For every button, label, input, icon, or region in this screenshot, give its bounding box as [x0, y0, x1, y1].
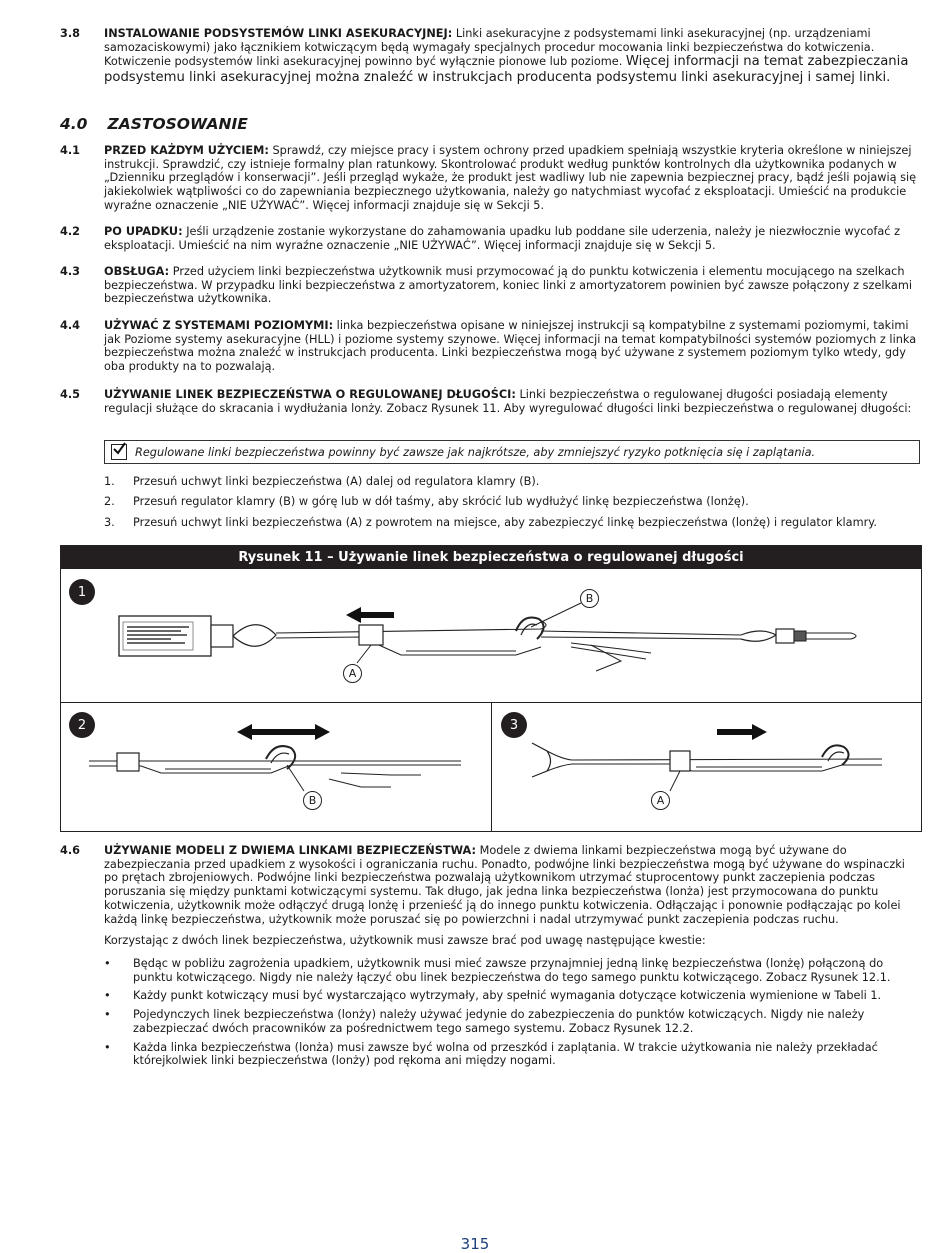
- section-body: [104, 265, 922, 306]
- buckle-adjust-illustration: [61, 703, 491, 831]
- figure-panel-3: [491, 702, 922, 831]
- steps-list: [104, 475, 877, 536]
- figure-panel-2: [61, 702, 491, 831]
- section-number: 4.2: [60, 225, 81, 238]
- bullet-text: Pojedynczych linek bezpieczeństwa (lonży) należy używać jedynie do zabezpieczenia do punktów kotwiczących. Nigdy nie należy zabezpieczać dwóch pracowników za pośrednictwem tego samego systemu. Zobacz Rysunek 12.2.: [133, 1008, 865, 1035]
- figure-panel-1: [61, 569, 921, 702]
- section-body: [104, 319, 922, 374]
- step-badge: 1: [69, 579, 95, 605]
- step-number: 1.: [104, 475, 115, 488]
- section-title: INSTALOWANIE PODSYSTEMÓW LINKI ASEKURACYJNEJ:: [104, 27, 453, 40]
- callout-b: B: [580, 589, 599, 608]
- section-4-1: [60, 144, 922, 213]
- bullet-icon: •: [104, 957, 111, 970]
- section-text: Przed użyciem linki bezpieczeństwa użytkownik musi przymocować ją do punktu kotwiczenia i elementu mocującego na szelkach bezpieczeństwa. W przypadku linki bezpieczeństwa z amortyzatorem, koniec linki z amortyzatorem powinien być zawsze połączony z szelkami bezpieczeństwa użytkownika.: [104, 265, 912, 306]
- section-number: 4.3: [60, 265, 81, 278]
- bullet-text: Każda linka bezpieczeństwa (lonża) musi zawsze być wolna od przeszkód i zaplątania. W trakcie użytkowania nie należy przekładać którejkolwiek linki bezpieczeństwa (lonży) pod rękoma ani między nogami.: [133, 1040, 878, 1068]
- note-text: Regulowane linki bezpieczeństwa powinny być zawsze jak najkrótsze, aby zmniejszyć ryzyko potknięcia się i zaplątania.: [135, 445, 816, 459]
- list-item: [104, 1041, 924, 1068]
- bullet-text: Każdy punkt kotwiczący musi być wystarczająco wytrzymały, aby spełnić wymagania dotyczące kotwiczenia wymienione w Tabeli 1.: [133, 989, 882, 1003]
- section-3-8: [60, 27, 922, 86]
- step-number: 2.: [104, 495, 115, 509]
- lanyard-illustration: [61, 569, 921, 702]
- section-title: UŻYWANIE LINEK BEZPIECZEŃSTWA O REGULOWANEJ DŁUGOŚCI:: [104, 388, 516, 401]
- bullet-text: Będąc w pobliżu zagrożenia upadkiem, użytkownik musi mieć zawsze przynajmniej jedną linkę bezpieczeństwa (lonżę) połączoną do punktu kotwiczącego. Nigdy nie należy łączyć obu linek bezpieczeństwa do tego samego punktu kotwiczącego. Zobacz Rysunek 12.1.: [133, 957, 891, 984]
- chapter-title: ZASTOSOWANIE: [107, 115, 248, 133]
- section-title: PO UPADKU:: [104, 225, 183, 238]
- list-item: [104, 495, 877, 515]
- section-number: 4.5: [60, 388, 81, 401]
- callout-a: A: [343, 664, 362, 683]
- list-item: [104, 516, 877, 536]
- step-text: Przesuń regulator klamry (B) w górę lub w dół taśmy, aby skrócić lub wydłużyć linkę bezpieczeństwa (lonżę).: [133, 495, 749, 509]
- section-body: [104, 144, 922, 213]
- section-4-3: [60, 265, 922, 306]
- list-item: [104, 1008, 924, 1035]
- section-body: [104, 388, 922, 415]
- step-number: 3.: [104, 515, 115, 529]
- bullet-list: [104, 957, 924, 1073]
- section-intro: Korzystając z dwóch linek bezpieczeństwa, użytkownik musi zawsze brać pod uwagę następujące kwestie:: [104, 934, 706, 948]
- list-item: [104, 989, 924, 1003]
- figure-title: Rysunek 11 – Używanie linek bezpieczeństwa o regulowanej długości: [61, 546, 921, 569]
- section-text: linka bezpieczeństwa opisane w niniejszej instrukcji są kompatybilne z systemami poziomymi, takimi jak Poziome systemy asekuracyjne (HLL) i poziome systemy szynowe. Więcej informacji na temat kompatybilności systemów poziomych z linka bezpieczeństwa można znaleźć w instrukcjach producenta. Linki bezpieczeństwa mogą być używane z systemem poziomym tylko wtedy, gdy oba produkty na to pozwalają.: [104, 319, 917, 374]
- list-item: [104, 475, 877, 495]
- section-title: UŻYWANIE MODELI Z DWIEMA LINKAMI BEZPIECZEŃSTWA:: [104, 844, 476, 857]
- page-number: 315: [460, 1235, 490, 1253]
- section-title: UŻYWAĆ Z SYSTEMAMI POZIOMYMI:: [104, 319, 334, 332]
- section-title: OBSŁUGA:: [104, 265, 170, 278]
- section-4-6: [60, 844, 922, 948]
- section-body: [104, 27, 922, 86]
- section-text: Modele z dwiema linkami bezpieczeństwa mogą być używane do zabezpieczania przed upadkiem z wysokości i ograniczania ruchu. Ponadto, podwójne linki bezpieczeństwa mogą być używane do wspinaczki po prętach zbrojeniowych. Podwójne linki bezpieczeństwa pozwalają użytkownikom utrzymać stuprocentowy punkt zaczepienia podczas poruszania się między punktami kotwiczącymi systemu. Tak długo, jak jedna linka bezpieczeństwa (lonża) jest przymocowana do punktu kotwiczenia, użytkownik może odłączyć drugą lonżę i przenieść ją do innego punktu kotwiczenia. Odłączając i ponownie podłączając po kolei każdą linkę bezpieczeństwa, użytkownik może poruszać się po powierzchni i nadal utrzymywać punkt zaczepienia podczas ruchu.: [104, 844, 905, 926]
- callout-b: B: [303, 791, 322, 810]
- section-number: 4.4: [60, 319, 81, 332]
- step-text: Przesuń uchwyt linki bezpieczeństwa (A) dalej od regulatora klamry (B).: [133, 475, 540, 488]
- step-badge: 2: [69, 712, 95, 738]
- section-number: 4.1: [60, 144, 81, 157]
- section-4-4: [60, 319, 922, 374]
- section-title: PRZED KAŻDYM UŻYCIEM:: [104, 144, 269, 157]
- bullet-icon: •: [104, 989, 111, 1003]
- callout-a: A: [651, 791, 670, 810]
- section-body: [104, 844, 922, 926]
- step-text: Przesuń uchwyt linki bezpieczeństwa (A) z powrotem na miejsce, aby zabezpieczyć linkę bezpieczeństwa (lonżę) i regulator klamry.: [133, 515, 877, 529]
- note-box: [104, 440, 920, 464]
- sleeve-reset-illustration: [492, 703, 922, 831]
- section-4-2: [60, 225, 922, 252]
- list-item: [104, 957, 924, 984]
- section-4-5: [60, 388, 922, 415]
- section-text: Linki asekuracyjne z podsystemami linki asekuracyjnej (np. urządzeniami samozaciskowymi) jako łącznikiem kotwiczącym będą wymagały specjalnych procedur mocowania linki bezpieczeństwa do kotwiczenia. Kotwiczenie podsystemów linki asekuracyjnej powinno być wyłącznie pionowe lub poziome.: [104, 27, 875, 69]
- bullet-icon: •: [104, 1040, 111, 1054]
- section-text: Jeśli urządzenie zostanie wykorzystane do zahamowania upadku lub poddane sile uderzenia, należy je niezwłocznie wycofać z eksploatacji. Umieścić na nim wyraźne oznaczenie „NIE UŻYWAĆ”. Więcej informacji znajduje się w Sekcji 5.: [104, 225, 901, 252]
- chapter-heading: [60, 115, 248, 133]
- section-text-large: Więcej informacji na temat zabezpieczania podsystemu linki asekuracyjnej można znaleźć w instrukcjach producenta podsystemu linki asekuracyjnej i samej linki.: [104, 54, 909, 85]
- chapter-number: 4.0: [60, 115, 88, 133]
- step-badge: 3: [501, 712, 527, 738]
- section-number: 3.8: [60, 27, 81, 40]
- section-text: Linki bezpieczeństwa o regulowanej długości posiadają elementy regulacji służące do skracania i wydłużania lonży. Zobacz Rysunek 11. Aby wyregulować długości linki bezpieczeństwa o regulowanej długości:: [104, 388, 912, 415]
- checkmark-icon: [111, 444, 127, 460]
- section-text: Sprawdź, czy miejsce pracy i system ochrony przed upadkiem spełniają wszystkie kryteria określone w niniejszej instrukcji. Sprawdzić, czy istnieje formalny plan ratunkowy. Skontrolować produkt według punktów kontrolnych dla użytkownika podanych w „Dzienniku przeglądów i konserwacji”. Jeśli przegląd wykaże, że produkt jest wadliwy lub nie zapewnia bezpiecznej pracy, bądź jeśli pojawią się jakiekolwiek wątpliwości co do zapewniania bezpiecznego użytkowania, należy go natychmiast wycofać z eksploatacji. Umieścić na produkcie wyraźne oznaczenie „NIE UŻYWAĆ”. Więcej informacji znajduje się w Sekcji 5.: [104, 144, 917, 212]
- bullet-icon: •: [104, 1008, 111, 1022]
- section-number: 4.6: [60, 844, 81, 857]
- figure-11: [60, 545, 922, 832]
- section-body: [104, 225, 922, 252]
